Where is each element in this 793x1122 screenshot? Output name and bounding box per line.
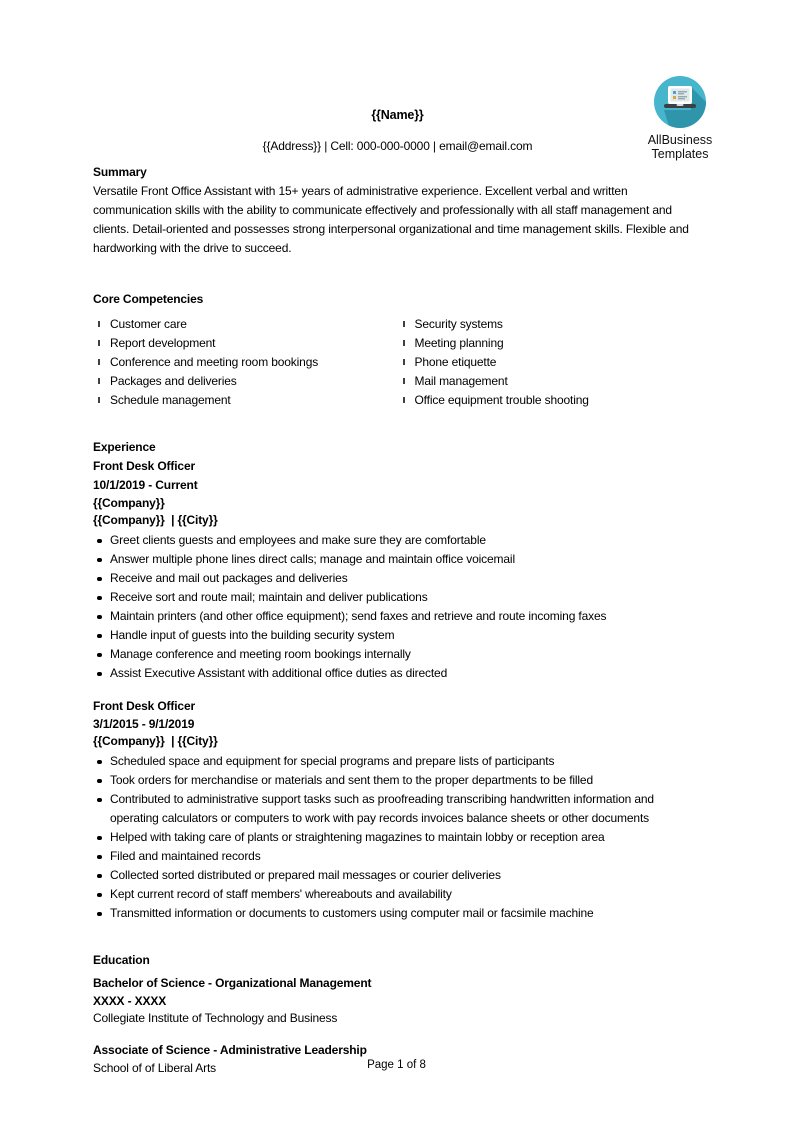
tick-bullet-icon [403, 378, 405, 384]
duty-item: Took orders for merchandise or materials and sent them to the proper departments to be filled [93, 771, 702, 790]
page-indicator: Page 1 of 8 [367, 1059, 426, 1071]
candidate-name: {{Name}} [371, 108, 424, 122]
job-title: Front Desk Officer [93, 699, 195, 713]
summary-paragraph: Versatile Front Office Assistant with 15+ years of administrative experience. Excellent verbal and written communication skills with the ability to communicate effectively and professionally with all staff management and clients. Detail-oriented and possesses strong interpersonal organizational and time management skills. Flexible and hardworking with the drive to succeed. [93, 184, 689, 255]
duty-item: Transmitted information or documents to customers using computer mail or facsimile machine [93, 904, 702, 923]
laptop-icon [654, 76, 706, 128]
competency-item [93, 391, 398, 410]
core-competencies-heading: Core Competencies [93, 292, 204, 306]
core-competencies-list [93, 315, 702, 410]
competency-label: Security systems [414, 317, 503, 331]
summary-heading: Summary [93, 165, 147, 179]
competency-label: Schedule management [110, 393, 231, 407]
company-city-line: {{Company}} | {{City}} [93, 734, 218, 748]
degree-title: Associate of Science - Administrative Leadership [93, 1043, 367, 1057]
school-name: School of of Liberal Arts [93, 1061, 216, 1075]
education-heading: Education [93, 953, 150, 967]
degree-title: Bachelor of Science - Organizational Management [93, 976, 372, 990]
competency-item [398, 315, 703, 334]
tick-bullet-icon [403, 340, 405, 346]
duty-item: Receive and mail out packages and deliveries [93, 569, 702, 588]
job-dates: 10/1/2019 - Current [93, 478, 198, 492]
school-name: Collegiate Institute of Technology and Business [93, 1011, 338, 1025]
competency-item [398, 372, 703, 391]
competency-label: Meeting planning [414, 336, 504, 350]
tick-bullet-icon [98, 397, 100, 403]
company-city-line: {{Company}} | {{City}} [93, 513, 218, 527]
logo-text-line1: AllBusiness [647, 133, 713, 147]
duty-item: Assist Executive Assistant with additional office duties as directed [93, 664, 702, 683]
duty-item: Maintain printers (and other office equipment); send faxes and retrieve and route incoming faxes [93, 607, 702, 626]
duty-item: Filed and maintained records [93, 847, 702, 866]
tick-bullet-icon [98, 340, 100, 346]
tick-bullet-icon [403, 321, 405, 327]
competency-column-right [398, 315, 703, 410]
competency-label: Packages and deliveries [110, 374, 237, 388]
duty-item: Collected sorted distributed or prepared mail messages or courier deliveries [93, 866, 702, 885]
tick-bullet-icon [403, 359, 405, 365]
competency-item [398, 353, 703, 372]
competency-item [93, 353, 398, 372]
competency-label: Office equipment trouble shooting [414, 393, 589, 407]
duty-item: Kept current record of staff members' whereabouts and availability [93, 885, 702, 904]
company-line: {{Company}} [93, 496, 165, 510]
allbusiness-logo [642, 76, 718, 161]
duty-item: Receive sort and route mail; maintain and deliver publications [93, 588, 702, 607]
job-title: Front Desk Officer [93, 459, 195, 473]
competency-label: Phone etiquette [414, 355, 497, 369]
competency-item [93, 334, 398, 353]
tick-bullet-icon [98, 359, 100, 365]
experience-heading: Experience [93, 440, 156, 454]
contact-line: {{Address}} | Cell: 000-000-0000 | email@email.com [262, 139, 533, 153]
competency-label: Customer care [110, 317, 187, 331]
competency-item [93, 315, 398, 334]
competency-item [398, 391, 703, 410]
job-duties-list [93, 531, 702, 683]
tick-bullet-icon [403, 397, 405, 403]
duty-item: Greet clients guests and employees and make sure they are comfortable [93, 531, 702, 550]
competency-label: Report development [110, 336, 216, 350]
job-duties-list [93, 752, 702, 923]
tick-bullet-icon [98, 378, 100, 384]
job-dates: 3/1/2015 - 9/1/2019 [93, 717, 195, 731]
job-entry [93, 697, 702, 923]
education-entry [93, 974, 702, 1027]
competency-column-left [93, 315, 398, 410]
competency-item [93, 372, 398, 391]
competency-label: Mail management [414, 374, 508, 388]
job-entry [93, 457, 702, 683]
duty-item: Contributed to administrative support tasks such as proofreading transcribing handwritten information and operating calculators or computers to work with pay records invoices balance sheets or other documents [93, 790, 702, 828]
duty-item: Manage conference and meeting room bookings internally [93, 645, 702, 664]
degree-dates: XXXX - XXXX [93, 994, 167, 1008]
tick-bullet-icon [98, 321, 100, 327]
duty-item: Helped with taking care of plants or straightening magazines to maintain lobby or reception area [93, 828, 702, 847]
duty-item: Answer multiple phone lines direct calls; manage and maintain office voicemail [93, 550, 702, 569]
competency-item [398, 334, 703, 353]
competency-label: Conference and meeting room bookings [110, 355, 319, 369]
duty-item: Handle input of guests into the building security system [93, 626, 702, 645]
duty-item: Scheduled space and equipment for special programs and prepare lists of participants [93, 752, 702, 771]
logo-text-line2: Templates [651, 146, 709, 161]
